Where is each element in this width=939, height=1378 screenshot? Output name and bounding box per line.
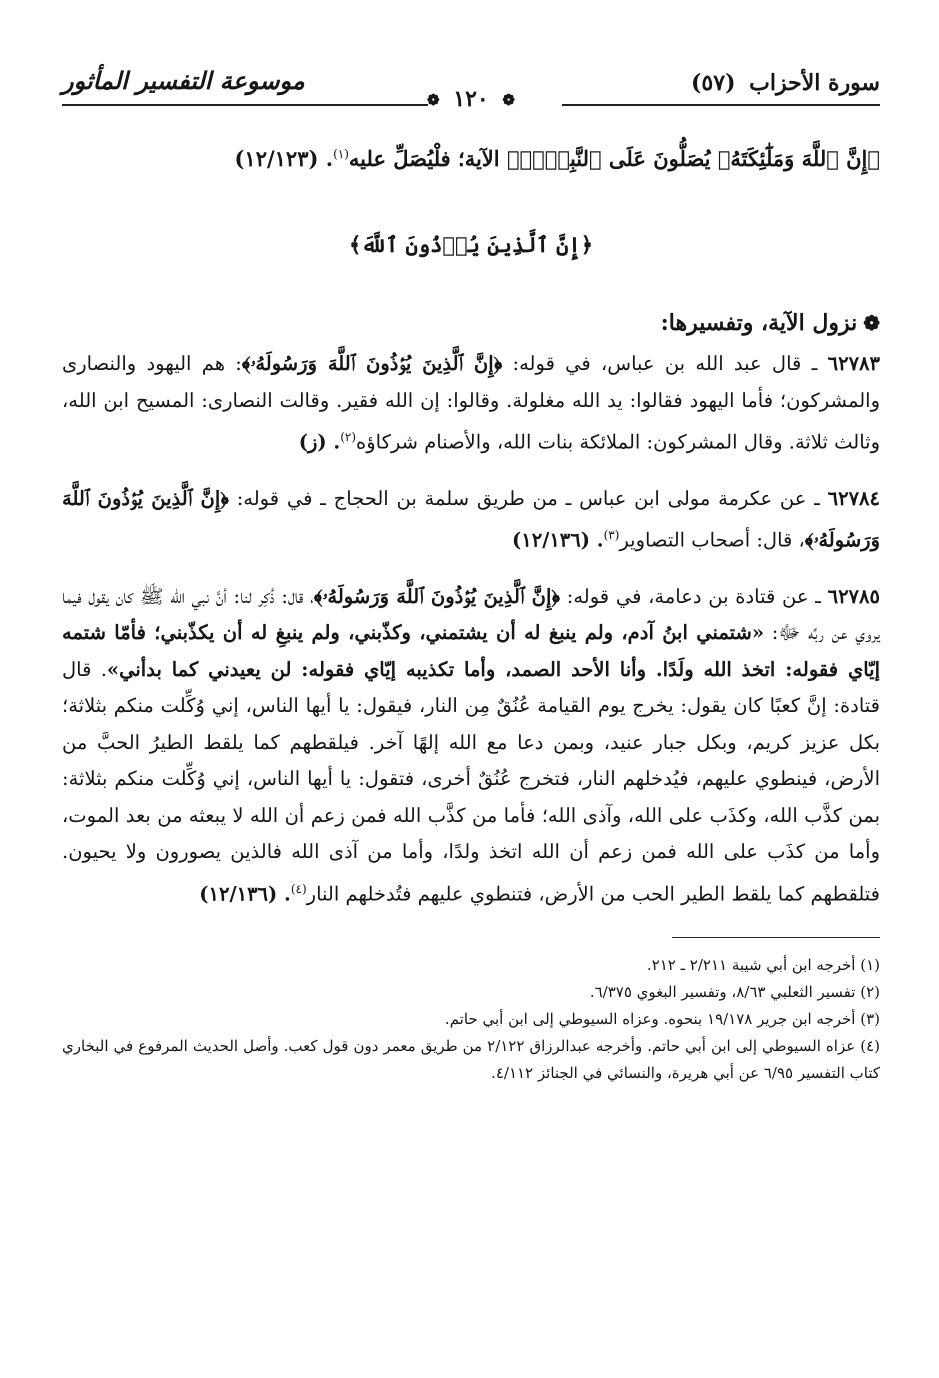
entry-number: ٦٢٧٨٤ bbox=[827, 486, 881, 510]
entry-62784 bbox=[62, 481, 880, 560]
section-title bbox=[62, 303, 880, 343]
header-rule-right bbox=[562, 104, 880, 106]
verse-text: الآية؛ فلْيُصَلِّ عليه bbox=[348, 146, 507, 171]
surah-title: سورة الأحزاب bbox=[749, 70, 880, 96]
entry-intro: ـ عن قتادة بن دعامة، في قوله: bbox=[560, 584, 828, 608]
page bbox=[62, 62, 880, 1087]
entry-intro: ـ قال عبد الله بن عباس، في قوله: bbox=[502, 352, 828, 375]
footnote-ref[interactable]: (٤) bbox=[290, 881, 307, 896]
section-title-text: نزول الآية، وتفسيرها: bbox=[660, 310, 858, 336]
entry-intro: ـ عن عكرمة مولى ابن عباس ـ من طريق سلمة بن الحجاج ـ في قوله: bbox=[228, 486, 828, 510]
entry-ref: . (١٢/١٣٦) bbox=[512, 528, 604, 552]
opening-verse bbox=[62, 134, 880, 179]
entry-62785 bbox=[62, 579, 880, 913]
quran-quote: ﴿إِنَّ ٱلَّذِينَ يُؤۡذُونَ ٱللَّهَ وَرَسُولَهُۥ﴾ bbox=[313, 584, 561, 608]
quran-quote: ﴿إِنَّ ٱلَّذِينَ يُؤۡذُونَ ٱللَّهَ وَرَسُولَهُۥ﴾ bbox=[62, 486, 880, 552]
footnotes bbox=[62, 952, 880, 1087]
flower-icon: ❁ bbox=[863, 311, 880, 335]
footnote-3: (٣) أخرجه ابن جرير ١٩/١٧٨ بنحوه. وعزاه السيوطي إلى ابن أبي حاتم. bbox=[444, 1009, 880, 1028]
entry-ref: . (ز) bbox=[298, 430, 341, 454]
running-header bbox=[62, 62, 880, 110]
entry-ref: . (١٢/١٣٦) bbox=[199, 882, 291, 905]
entry-62783 bbox=[62, 346, 880, 461]
footnote-1: (١) أخرجه ابن أبي شيبة ٢/٢١١ ـ ٢١٢. bbox=[646, 955, 880, 974]
volume-ref: . (١٢/١٢٣) bbox=[234, 146, 334, 171]
entry-number: ٦٢٧٨٥ bbox=[827, 584, 880, 608]
entry-text-continued: . قال قتادة: إنَّ كعبًا كان يقول: يخرج يوم القيامة عُنُقٌ مِن النار، فيقول: يا أيها الناس، إني وُكِّلت منكم بثلاثة؛ بكل عزيز كريم، وبكل جبار عنيد، وبمن دعا مع الله إلهًا آخر. فيلقطهم كما يلقط الطيرُ الحبَّ من الأرض، فينطوي عليهم، فيُدخلهم النار، فتخرج عُنُقٌ أخرى، فتقول: يا أيها الناس، إني وُكِّلت منكم بثلاثة: بمن كذَّب الله، وكذَب على الله، وآذى الله؛ فأما من كذَّب الله فمن زعم أن الله لا يبعثه من بعد الموت، وأما من كذَب على الله فمن زعم أن الله اتخذ ولدًا، وأما من آذى الله فالذين يصورون ولا يحيون. فتلقطهم كما يلقط الطير الحب من الأرض، فتنطوي عليهم فتُدخلهم النار bbox=[62, 657, 880, 905]
ornament-icon: ❁ bbox=[427, 91, 440, 109]
page-number-text: ١٢٠ bbox=[453, 86, 489, 112]
surah-number: (٥٧) bbox=[691, 70, 736, 96]
header-rule-left bbox=[62, 104, 428, 106]
footnote-ref[interactable]: (٢) bbox=[340, 430, 357, 444]
quran-verse: ﴿إِنَّ ٱللَّهَ وَمَلَٰٓئِكَتَهُۥ يُصَلُّونَ عَلَى ٱلنَّبِيِّۚ﴾ bbox=[506, 146, 880, 171]
footnote-4: (٤) عزاه السيوطي إلى ابن أبي حاتم. وأخرجه عبدالرزاق ٢/١٢٢ من طريق معمر دون قول كعب. وأصل الحديث المرفوع في البخاري كتاب التفسير ٦/٩٥ عن أبي هريرة، والنسائي في الجنائز ٤/١١٢. bbox=[62, 1036, 880, 1082]
entry-text: : هم اليهود والنصارى والمشركون؛ فأما اليهود فقالوا: يد الله مغلولة. وقالوا: إن الله فقير. وقالت النصارى: المسيح ابن الله، وثالث ثلاثة. وقال المشركون: الملائكة بنات الله، والأصنام شركاؤه bbox=[62, 352, 880, 454]
footnote-2: (٢) تفسير الثعلبي ٨/٦٣، وتفسير البغوي ٦/٣٧٥. bbox=[589, 982, 880, 1001]
footnote-ref[interactable]: (١) bbox=[333, 147, 349, 161]
entry-text: ، قال: ذُكِر لنا: أنَّ نبي الله ﷺ كان يقول فيما يروي عن ربِّه ﷻ: bbox=[62, 584, 880, 644]
page-number bbox=[421, 86, 521, 112]
footnote-ref[interactable]: (٣) bbox=[603, 528, 620, 542]
entry-number: ٦٢٧٨٣ bbox=[827, 352, 880, 375]
quran-quote: ﴿إِنَّ ٱلَّذِينَ يُؤۡذُونَ ٱللَّهَ وَرَسُولَهُۥ﴾ bbox=[241, 352, 503, 375]
book-title: موسوعة التفسير المأثور bbox=[62, 66, 305, 95]
surah-name bbox=[691, 70, 880, 96]
verse-heading: ﴿إِنَّ ٱلَّذِينَ يُؤۡذُونَ ٱللَّهَ﴾ bbox=[348, 232, 593, 257]
hadith-text: «شتمني ابنُ آدم، ولم ينبغ له أن يشتمني، وكذّبني، ولم ينبغِ له أن يكذّبني؛ فأمّا شتمه إيّاي فقوله: اتخذ الله ولَدًا. وأنا الأحد الصمد، وأما تكذيبه إيّاي فقوله: لن يعيدني كما بدأني» bbox=[62, 621, 881, 681]
footnote-separator bbox=[672, 937, 880, 938]
entry-text: ، قال: أصحاب التصاوير bbox=[619, 528, 805, 552]
ornament-icon: ❁ bbox=[502, 91, 515, 109]
